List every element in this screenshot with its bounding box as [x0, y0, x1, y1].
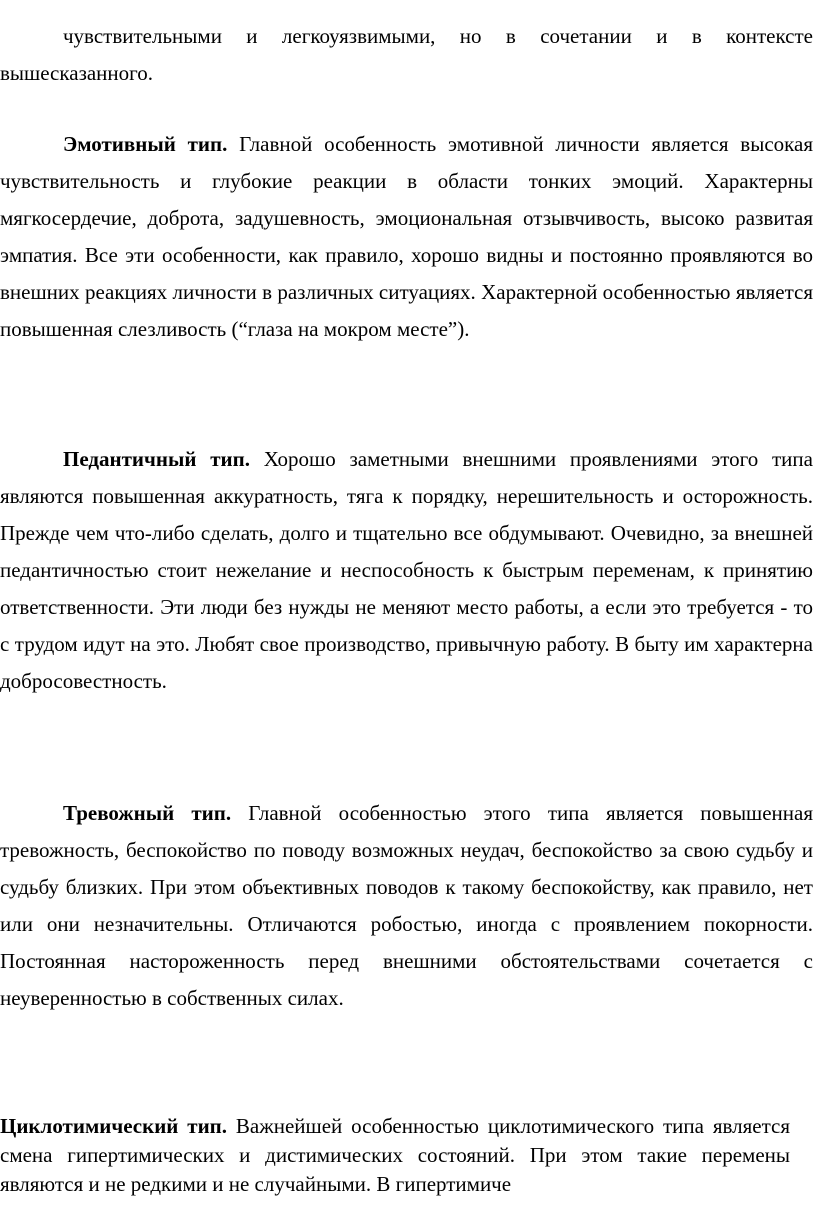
paragraph-heading: Циклотимический тип.: [0, 1114, 228, 1138]
paragraph-heading: Тревожный тип.: [63, 801, 232, 825]
paragraph-emotive-type: [0, 126, 813, 348]
paragraph-text: Хорошо заметными внешними проявлениями этого типа являются повышенная аккуратность, тяга к порядку, нерешительность и осторожность. Прежде чем что-либо сделать, долго и тщательно все обдумывают. Очевидно, за внешней педантичностью стоит нежелание и неспособность к быстрым переменам, к принятию ответственности. Эти люди без нужды не меняют место работы, а если это требуется - то с трудом идут на это. Любят свое производство, привычную работу. В быту им характерна добросовестность.: [0, 447, 813, 693]
paragraph-cyclothymic-type: [0, 1112, 790, 1199]
paragraph-anxious-type: [0, 795, 813, 1017]
paragraph-text: Главной особенностью этого типа является повышенная тревожность, беспокойство по поводу возможных неудач, беспокойство за свою судьбу и судьбу близких. При этом объективных поводов к такому беспокойству, как правило, нет или они незначительны. Отличаются робостью, иногда с проявлением покорности. Постоянная настороженность перед внешними обстоятельствами сочетается с неуверенностью в собственных силах.: [0, 801, 813, 1010]
paragraph-text: Главной особенность эмотивной личности является высокая чувствительность и глубокие реакции в области тонких эмоций. Характерны мягкосердечие, доброта, задушевность, эмоциональная отзывчивость, высоко развитая эмпатия. Все эти особенности, как правило, хорошо видны и постоянно проявляются во внешних реакциях личности в различных ситуациях. Характерной особенностью является повышенная слезливость (“глаза на мокром месте”).: [0, 132, 813, 341]
paragraph-continuation: [0, 18, 813, 92]
paragraph-heading: Эмотивный тип.: [63, 132, 228, 156]
paragraph-pedantic-type: [0, 441, 813, 700]
paragraph-heading: Педантичный тип.: [63, 447, 250, 471]
paragraph-text: Важнейшей особенностью циклотимического типа является смена гипертимических и дистимических состояний. При этом такие перемены являются и не редкими и не случайными. В гипертимиче: [0, 1114, 790, 1196]
paragraph-text: чувствительными и легкоуязвимыми, но в сочетании и в контексте вышесказанного.: [0, 24, 813, 85]
